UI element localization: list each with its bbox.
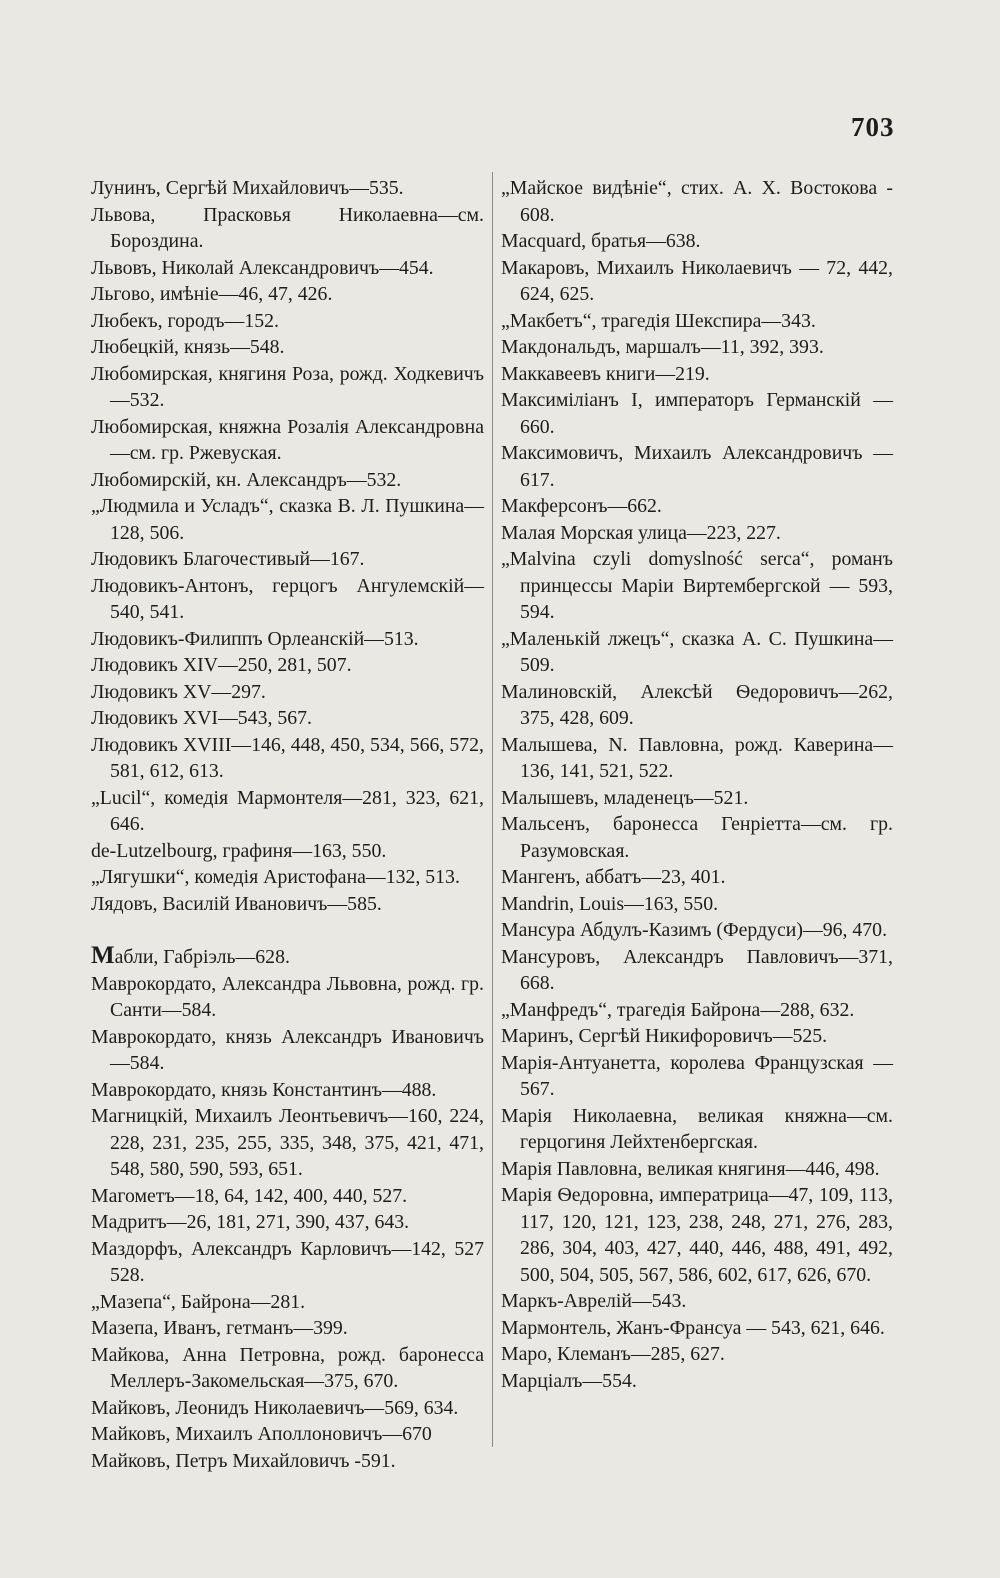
index-entry: Маздорфъ, Александръ Карловичъ—142, 527 528. — [91, 1237, 484, 1286]
index-entry: „Malvina czyli domyslność serca“, романъ принцессы Маріи Виртембергской — 593, 594. — [501, 548, 893, 623]
index-entry: de-Lutzelbourg, графиня—163, 550. — [91, 839, 387, 862]
index-entry: Магометъ—18, 64, 142, 400, 440, 527. — [91, 1184, 408, 1207]
index-entry: Марія Николаевна, великая княжна—см. герцогиня Лейхтенбергская. — [501, 1104, 893, 1153]
index-entry: Малая Морская улица—223, 227. — [501, 521, 781, 544]
index-entry: Лунинъ, Сергѣй Михайловичъ—535. — [91, 177, 404, 199]
index-entry: Любецкій, князь—548. — [91, 336, 285, 358]
index-entry: Мадритъ—26, 181, 271, 390, 437, 643. — [91, 1211, 410, 1233]
index-entry: „Маленькій лжецъ“, сказка А. С. Пушкина—509. — [501, 627, 893, 676]
index-entry: „Лягушки“, комедія Аристофана—132, 513. — [91, 866, 460, 888]
index-entry: Людовикъ XIV—250, 281, 507. — [91, 654, 352, 676]
index-entry: Mandrin, Louis—163, 550. — [501, 892, 719, 915]
column-divider — [492, 172, 493, 1447]
index-entry: Марціалъ—554. — [501, 1369, 637, 1392]
index-entry: Майковъ, Михаилъ Аполлоновичъ—670 — [91, 1423, 432, 1445]
index-entry: Людовикъ-Филиппъ Орлеанскій—513. — [91, 627, 419, 650]
index-entry: Малышевъ, младенецъ—521. — [501, 786, 749, 809]
index-entry: Мабли, Габріэль—628. — [91, 942, 290, 969]
index-entry: Малиновскій, Алексѣй Ѳедоровичъ—262, 375, 428, 609. — [501, 680, 893, 729]
index-entry: Людовикъ-Антонъ, герцогъ Ангулемскій—540, 541. — [91, 574, 484, 623]
index-entry: Мансура Абдулъ-Казимъ (Фердуси)—96, 470. — [501, 919, 888, 941]
section-gap — [91, 917, 484, 943]
index-entry: Людовикъ XV—297. — [91, 680, 266, 703]
index-entry: Лядовъ, Василій Ивановичъ—585. — [91, 892, 382, 915]
index-entry: Маро, Клеманъ—285, 627. — [501, 1343, 725, 1365]
index-entry: Льгово, имѣніе—46, 47, 426. — [91, 283, 333, 305]
index-entry: „Майское видѣніе“, стих. А. Х. Востокова - 608. — [501, 177, 893, 226]
index-entry: Маврокордато, князь Александръ Ивановичъ—584. — [91, 1025, 484, 1074]
index-entry: Macquard, братья—638. — [501, 230, 701, 252]
index-entry: Маврокордато, Александра Львовна, рожд. гр. Санти—584. — [91, 972, 484, 1021]
index-entry: Магницкій, Михаилъ Леонтьевичъ—160, 224, 228, 231, 235, 255, 335, 348, 375, 421, 471, 548, 580, 590, 593, 651. — [91, 1105, 484, 1180]
index-entry: „Макбетъ“, трагедія Шекспира—343. — [501, 309, 816, 332]
index-entry: „Манфредъ“, трагедія Байрона—288, 632. — [501, 998, 855, 1021]
index-entry: Макдональдъ, маршалъ—11, 392, 393. — [501, 336, 824, 358]
index-entry: Маринъ, Сергѣй Никифоровичъ—525. — [501, 1025, 828, 1047]
index-entry: Малышева, N. Павловна, рожд. Каверина—136, 141, 521, 522. — [501, 733, 893, 782]
index-entry: Людовикъ XVIII—146, 448, 450, 534, 566, 572, 581, 612, 613. — [91, 733, 484, 782]
index-entry: Макферсонъ—662. — [501, 495, 662, 517]
index-entry: Львова, Прасковья Николаевна—см. Бороздина. — [91, 203, 484, 252]
index-entry: Мансуровъ, Александръ Павловичъ—371, 668. — [501, 945, 893, 994]
index-entry: Максимовичъ, Михаилъ Александровичъ —617. — [501, 442, 893, 491]
index-entry: Марія Павловна, великая княгиня—446, 498. — [501, 1157, 880, 1180]
index-entry: Мальсенъ, баронесса Генріетта—см. гр. Разумовская. — [501, 813, 893, 862]
index-entry: Любомирская, княгиня Роза, рожд. Ходкевичъ—532. — [91, 362, 484, 411]
page-number: 703 — [851, 112, 895, 142]
index-entry: Майкова, Анна Петровна, рожд. баронесса Меллеръ-Закомельская—375, 670. — [91, 1343, 484, 1392]
index-entry: Марія Ѳедоровна, императрица—47, 109, 113, 117, 120, 121, 123, 238, 248, 271, 276, 283, 286, 304, 403, 427, 440, 446, 488, 491, 492, 500, 504, 505, 567, 586, 602, 617, 626, 670. — [501, 1184, 893, 1286]
index-entry: Мармонтель, Жанъ-Франсуа — 543, 621, 646. — [501, 1316, 885, 1339]
index-entry: Львовъ, Николай Александровичъ—454. — [91, 256, 434, 279]
section-initial-letter: М — [91, 942, 115, 969]
index-column-left — [91, 175, 484, 1474]
index-entry: Маврокордато, князь Константинъ—488. — [91, 1078, 437, 1101]
index-entry: Макаровъ, Михаилъ Николаевичъ — 72, 442, 624, 625. — [501, 256, 893, 305]
index-entry: Марія-Антуанетта, королева Французская —567. — [501, 1051, 893, 1100]
index-column-right — [501, 175, 893, 1394]
index-entry: Мангенъ, аббатъ—23, 401. — [501, 866, 726, 888]
index-entry: Людовикъ Благочестивый—167. — [91, 548, 365, 570]
index-entry: Маркъ-Аврелій—543. — [501, 1290, 687, 1312]
index-entry: „Мазепа“, Байрона—281. — [91, 1290, 306, 1313]
index-entry: „Людмила и Усладъ“, сказка В. Л. Пушкина—128, 506. — [91, 495, 484, 544]
index-entry: „Lucil“, комедія Мармонтеля—281, 323, 621, 646. — [91, 786, 484, 835]
index-entry: Любомирскій, кн. Александръ—532. — [91, 468, 402, 491]
index-entry: Мазепа, Иванъ, гетманъ—399. — [91, 1317, 348, 1339]
index-entry: Максиміліанъ I, императоръ Германскій —660. — [501, 389, 893, 438]
index-entry: Майковъ, Леонидъ Николаевичъ—569, 634. — [91, 1396, 459, 1419]
index-entry: Майковъ, Петръ Михайловичъ -591. — [91, 1449, 396, 1472]
index-entry: Любомирская, княжна Розалія Александровна—см. гр. Ржевуская. — [91, 415, 484, 464]
index-entry: Людовикъ XVI—543, 567. — [91, 707, 312, 729]
index-entry: Маккавеевъ книги—219. — [501, 362, 710, 385]
index-entry: Любекъ, городъ—152. — [91, 309, 279, 332]
